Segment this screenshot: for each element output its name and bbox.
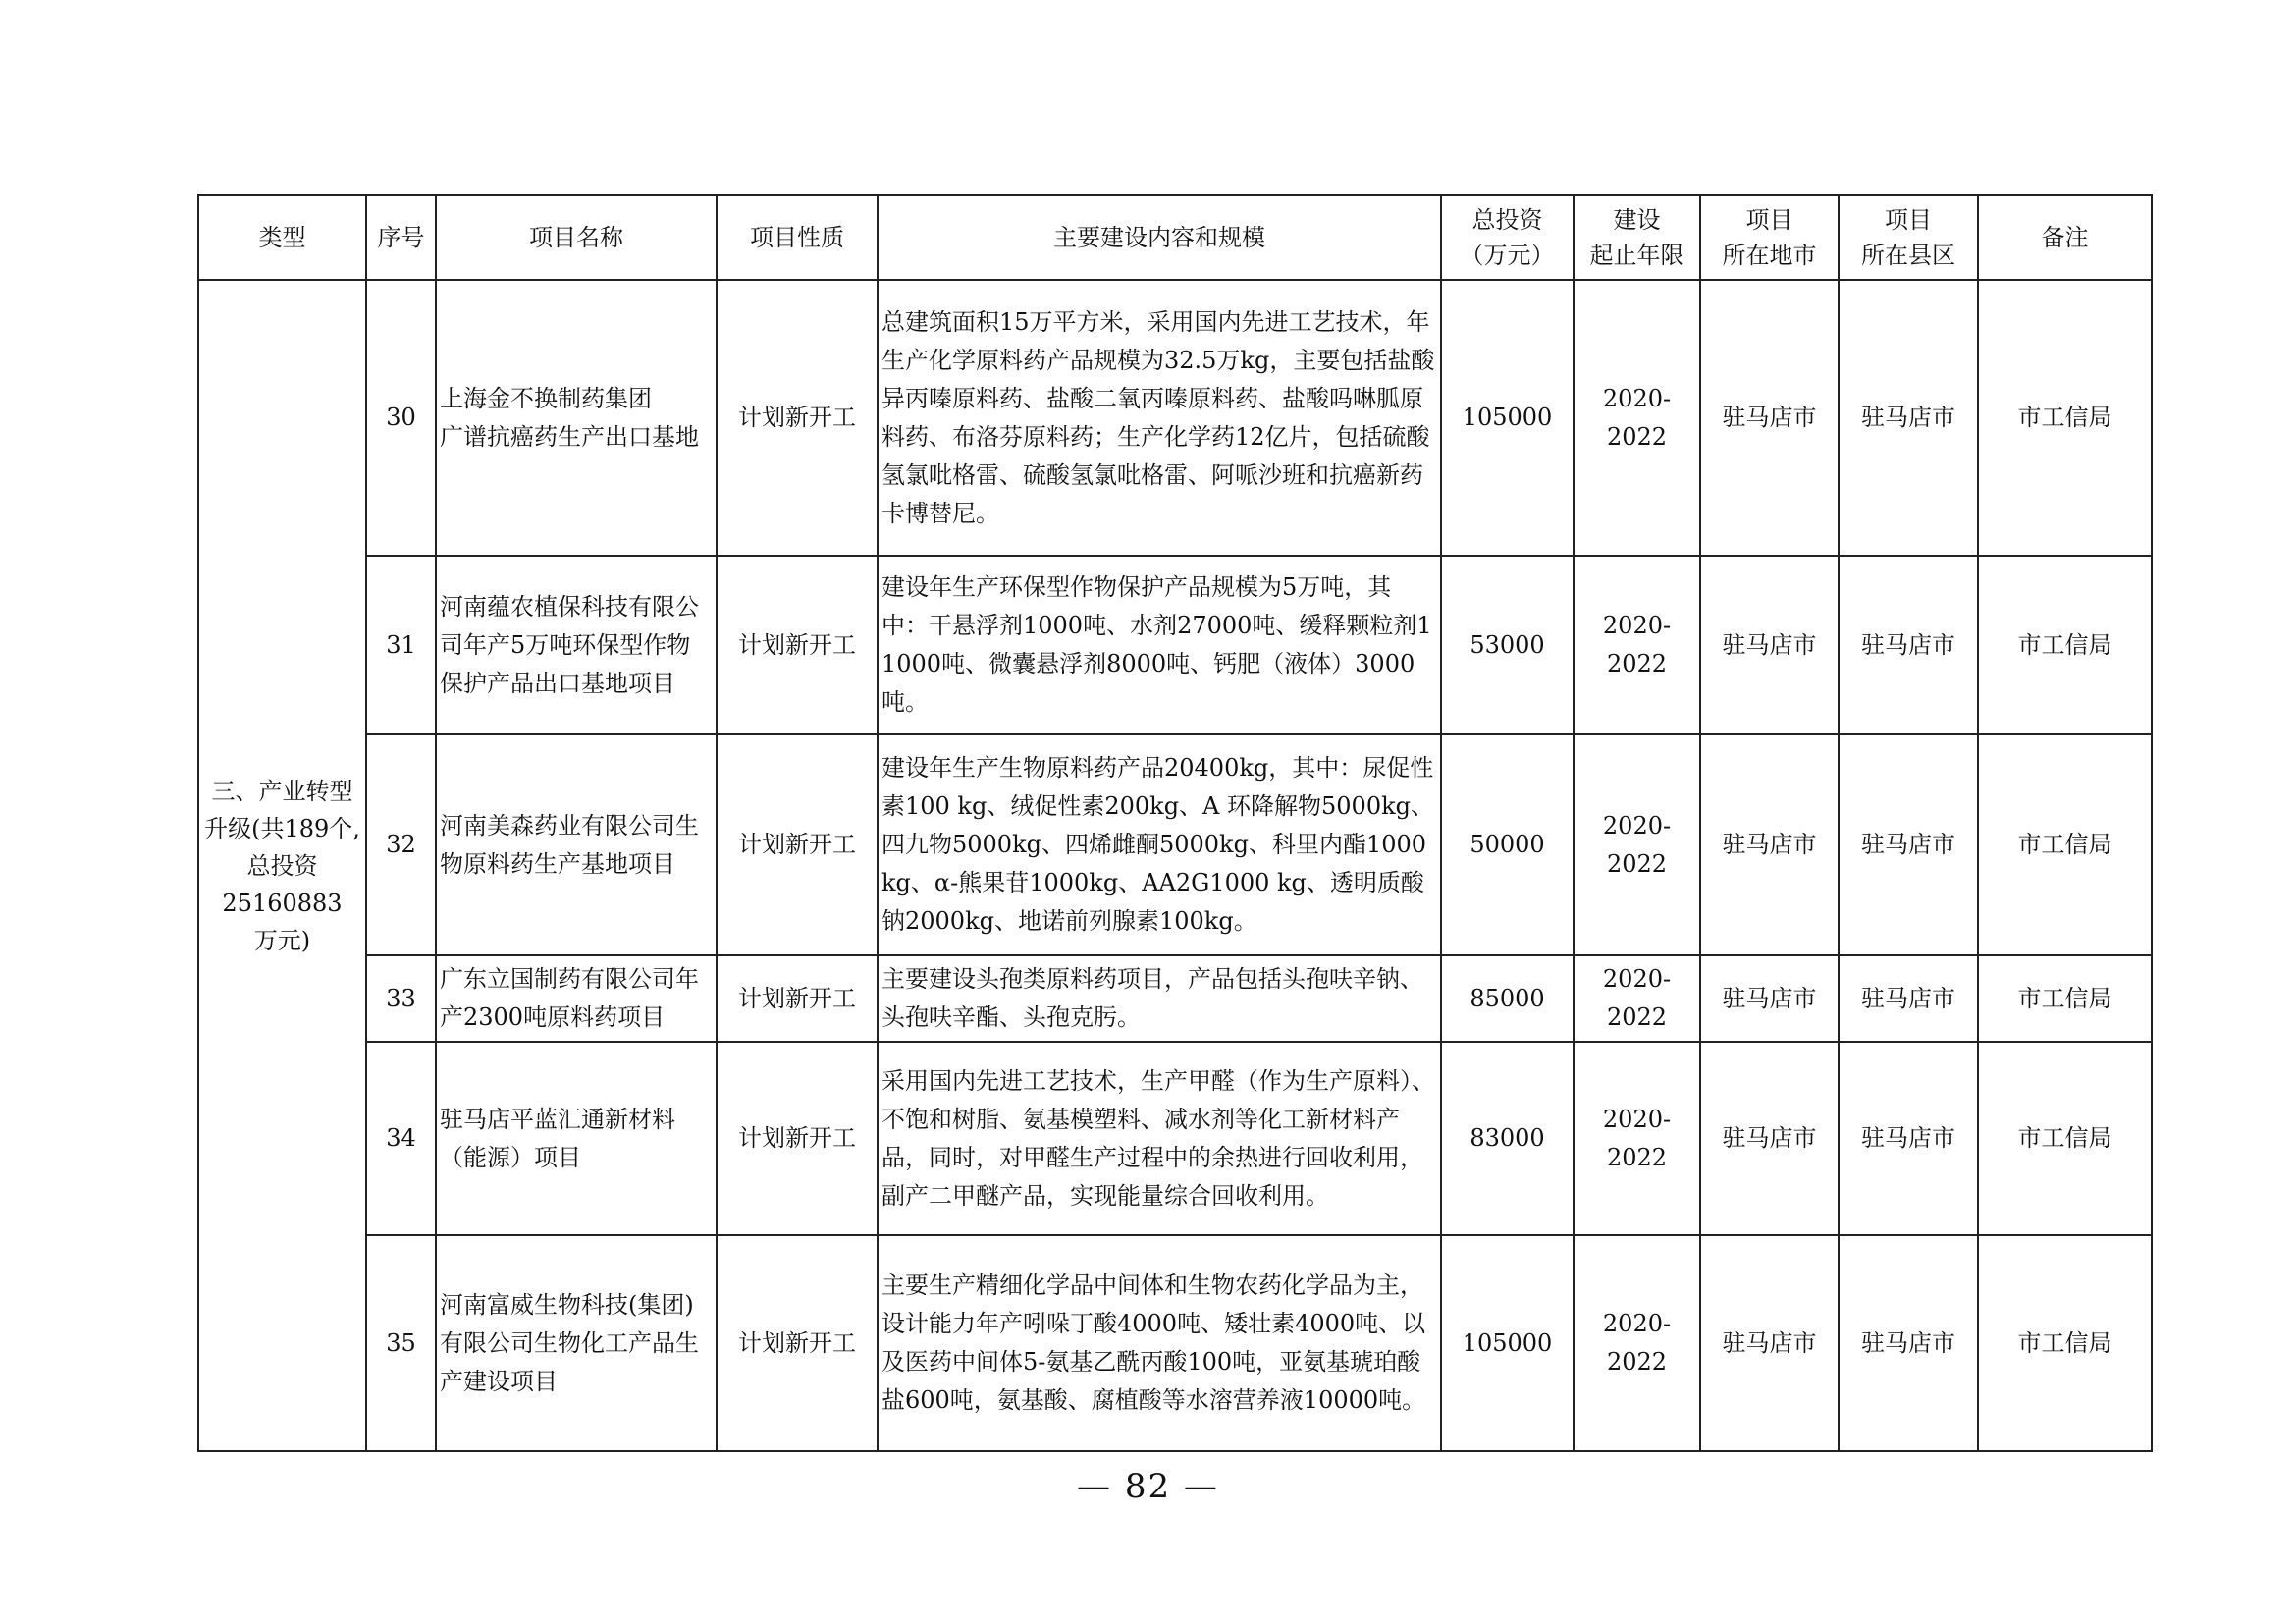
- project-table: [197, 194, 2153, 1452]
- cell-investment: 105000: [1441, 1235, 1574, 1451]
- cell-county: 驻马店市: [1839, 955, 1978, 1042]
- cell-remark: 市工信局: [1978, 280, 2152, 556]
- category-line: 三、产业转型: [211, 777, 353, 805]
- cell-seq: 30: [366, 280, 436, 556]
- cell-nature: 计划新开工: [717, 556, 878, 734]
- cell-city: 驻马店市: [1700, 734, 1839, 955]
- cell-city: 驻马店市: [1700, 1042, 1839, 1235]
- header-type: 类型: [198, 195, 366, 280]
- category-line: 万元): [253, 926, 311, 954]
- cell-investment: 53000: [1441, 556, 1574, 734]
- category-line: 升级(共189个,: [204, 814, 360, 842]
- header-county-line2: 所在县区: [1861, 242, 1955, 269]
- cell-investment: 83000: [1441, 1042, 1574, 1235]
- cell-remark: 市工信局: [1978, 1235, 2152, 1451]
- cell-nature: 计划新开工: [717, 280, 878, 556]
- cell-nature: 计划新开工: [717, 1042, 878, 1235]
- header-city-line1: 项目: [1745, 206, 1793, 234]
- project-name-line: 广谱抗癌药生产出口基地: [440, 422, 699, 451]
- header-county-line1: 项目: [1885, 206, 1932, 234]
- cell-nature: 计划新开工: [717, 1235, 878, 1451]
- header-period-line2: 起止年限: [1589, 242, 1684, 269]
- cell-content: 采用国内先进工艺技术，生产甲醛（作为生产原料）、不饱和树脂、氨基模塑料、减水剂等化工新材料产品，同时，对甲醛生产过程中的余热进行回收利用，副产二甲醚产品，实现能量综合回收利用。: [878, 1042, 1441, 1235]
- header-city: [1700, 195, 1839, 280]
- header-investment-line1: 总投资: [1471, 206, 1543, 234]
- cell-city: 驻马店市: [1700, 556, 1839, 734]
- header-name: 项目名称: [436, 195, 717, 280]
- cell-nature: 计划新开工: [717, 955, 878, 1042]
- cell-project-name: 河南蕴农植保科技有限公司年产5万吨环保型作物保护产品出口基地项目: [436, 556, 717, 734]
- cell-remark: 市工信局: [1978, 556, 2152, 734]
- cell-content: 建设年生产生物原料药产品20400kg，其中：尿促性素100 kg、绒促性素200kg、A 环降解物5000kg、四九物5000kg、四烯雌酮5000kg、科里内酯1000kg、α-熊果苷1000kg、AA2G1000 kg、透明质酸钠2000kg、地诺前列腺素100kg。: [878, 734, 1441, 955]
- cell-county: 驻马店市: [1839, 1042, 1978, 1235]
- project-name-line: 驻马店平蓝汇通新材料: [440, 1105, 675, 1133]
- cell-content: 主要建设头孢类原料药项目，产品包括头孢呋辛钠、头孢呋辛酯、头孢克肟。: [878, 955, 1441, 1042]
- project-name-line: 上海金不换制药集团: [440, 384, 652, 412]
- cell-remark: 市工信局: [1978, 955, 2152, 1042]
- cell-seq: 33: [366, 955, 436, 1042]
- cell-project-name: [436, 280, 717, 556]
- cell-county: 驻马店市: [1839, 280, 1978, 556]
- cell-period: 2020-2022: [1574, 734, 1700, 955]
- cell-county: 驻马店市: [1839, 556, 1978, 734]
- cell-content: 总建筑面积15万平方米，采用国内先进工艺技术，年生产化学原料药产品规模为32.5万kg，主要包括盐酸异丙嗪原料药、盐酸二氧丙嗪原料药、盐酸吗啉胍原料药、布洛芬原料药；生产化学药12亿片，包括硫酸氢氯吡格雷、硫酸氢氯吡格雷、阿哌沙班和抗癌新药卡博替尼。: [878, 280, 1441, 556]
- category-line: 总投资25160883: [222, 851, 343, 917]
- header-remark: 备注: [1978, 195, 2152, 280]
- table-row: [198, 1235, 2152, 1451]
- header-seq: 序号: [366, 195, 436, 280]
- cell-county: 驻马店市: [1839, 1235, 1978, 1451]
- header-content: 主要建设内容和规模: [878, 195, 1441, 280]
- cell-county: 驻马店市: [1839, 734, 1978, 955]
- cell-seq: 32: [366, 734, 436, 955]
- cell-content: 建设年生产环保型作物保护产品规模为5万吨，其中：干悬浮剂1000吨、水剂27000吨、缓释颗粒剂11000吨、微囊悬浮剂8000吨、钙肥（液体）3000吨。: [878, 556, 1441, 734]
- cell-content: 主要生产精细化学品中间体和生物农药化学品为主，设计能力年产吲哚丁酸4000吨、矮壮素4000吨、以及医药中间体5-氨基乙酰丙酸100吨，亚氨基琥珀酸盐600吨，氨基酸、腐植酸等水溶营养液10000吨。: [878, 1235, 1441, 1451]
- cell-city: 驻马店市: [1700, 955, 1839, 1042]
- project-name-line: （能源）项目: [440, 1143, 581, 1171]
- cell-remark: 市工信局: [1978, 1042, 2152, 1235]
- cell-city: 驻马店市: [1700, 1235, 1839, 1451]
- cell-investment: 85000: [1441, 955, 1574, 1042]
- cell-nature: 计划新开工: [717, 734, 878, 955]
- cell-city: 驻马店市: [1700, 280, 1839, 556]
- cell-period: 2020-2022: [1574, 955, 1700, 1042]
- cell-period: 2020-2022: [1574, 280, 1700, 556]
- header-period: [1574, 195, 1700, 280]
- cell-seq: 34: [366, 1042, 436, 1235]
- cell-seq: 31: [366, 556, 436, 734]
- cell-period: 2020-2022: [1574, 556, 1700, 734]
- header-city-line2: 所在地市: [1722, 242, 1817, 269]
- cell-project-name: [436, 1042, 717, 1235]
- cell-remark: 市工信局: [1978, 734, 2152, 955]
- cell-period: 2020-2022: [1574, 1042, 1700, 1235]
- cell-investment: 105000: [1441, 280, 1574, 556]
- category-cell: [198, 280, 366, 1451]
- table-row: [198, 280, 2152, 556]
- table-row: [198, 955, 2152, 1042]
- header-investment: [1441, 195, 1574, 280]
- table-header-row: [198, 195, 2152, 280]
- cell-project-name: 河南富威生物科技(集团)有限公司生物化工产品生产建设项目: [436, 1235, 717, 1451]
- header-county: [1839, 195, 1978, 280]
- table-row: [198, 556, 2152, 734]
- cell-investment: 50000: [1441, 734, 1574, 955]
- table-row: [198, 734, 2152, 955]
- header-nature: 项目性质: [717, 195, 878, 280]
- header-investment-line2: （万元）: [1460, 242, 1555, 269]
- page-number: — 82 —: [1077, 1467, 1219, 1506]
- cell-project-name: 广东立国制药有限公司年产2300吨原料药项目: [436, 955, 717, 1042]
- header-period-line1: 建设: [1613, 206, 1661, 234]
- cell-project-name: 河南美森药业有限公司生物原料药生产基地项目: [436, 734, 717, 955]
- table-row: [198, 1042, 2152, 1235]
- cell-period: 2020-2022: [1574, 1235, 1700, 1451]
- cell-seq: 35: [366, 1235, 436, 1451]
